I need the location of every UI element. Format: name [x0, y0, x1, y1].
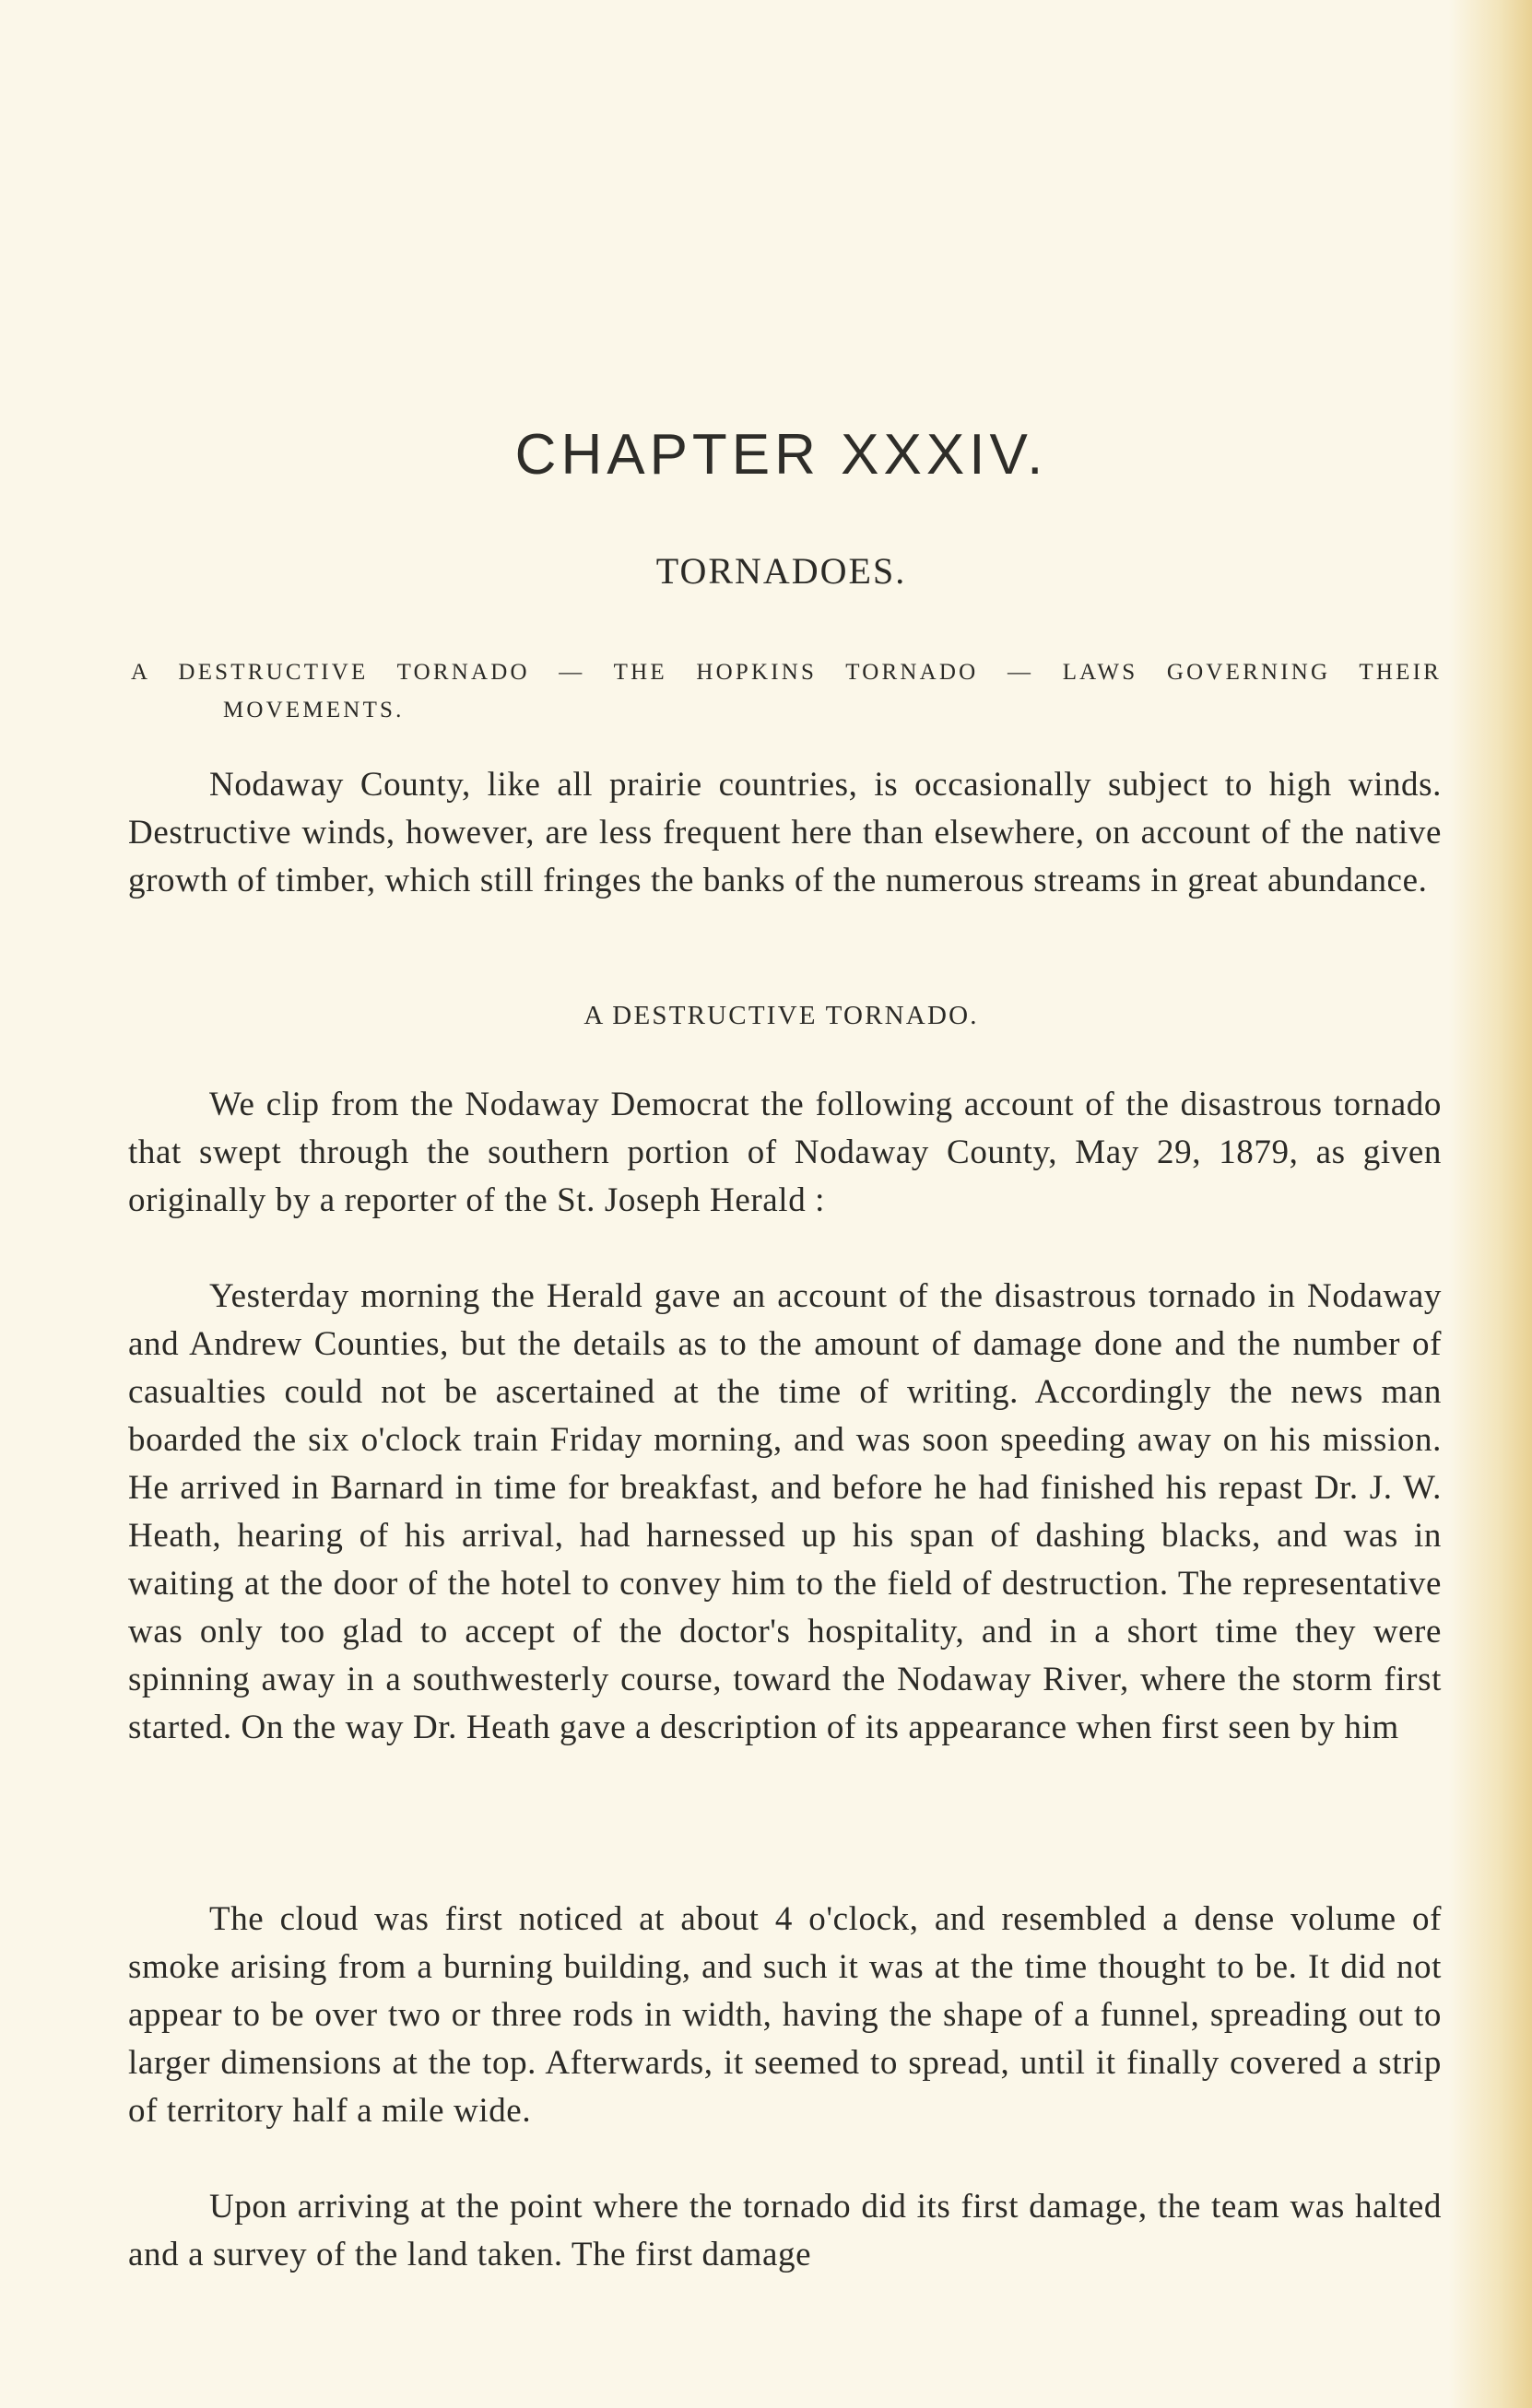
page-edge-shading: [1449, 0, 1532, 2408]
book-page: [120, 0, 1443, 2408]
chapter-title: CHAPTER XXXIV.: [514, 423, 1048, 487]
chapter-subtitle: TORNADOES.: [655, 550, 907, 592]
section-heading: A DESTRUCTIVE TORNADO.: [583, 1001, 979, 1030]
yesterday-paragraph: Yesterday morning the Herald gave an account of the disastrous tornado in Nodaway and Andrew Counties, but the details as to the amount of damage done and the number of casualties could not be ascertained at the time of writing. Accordingly the news man boarded the six o'clock train Friday morning, and was soon speeding away on his mission. He arrived in Barnard in time for breakfast, and before he had finished his repast Dr. J. W. Heath, hearing of his arrival, had harnessed up his span of dashing blacks, and was in waiting at the door of the hotel to convey him to the field of destruction. The representative was only too glad to accept of the doctor's hospitality, and in a short time they were spinning away in a southwesterly course, toward the Nodaway River, where the storm first started. On the way Dr. Heath gave a description of its appearance when first seen by him: [128, 1277, 1442, 1746]
chapter-synopsis: A DESTRUCTIVE TORNADO — THE HOPKINS TORNADO — LAWS GOVERNING THEIR: [131, 660, 1442, 685]
intro-paragraph: Nodaway County, like all prairie countries, is occasionally subject to high winds. Destructive winds, however, are less frequent here than elsewhere, on account of the native growth of timber, which still fringes the banks of the numerous streams in great abundance.: [128, 766, 1442, 899]
chapter-synopsis-continued: MOVEMENTS.: [223, 698, 405, 722]
clip-paragraph: We clip from the Nodaway Democrat the following account of the disastrous tornado that swept through the southern portion of Nodaway County, May 29, 1879, as given originally by a reporter of the St. Joseph Herald :: [128, 1086, 1442, 1219]
cloud-paragraph: The cloud was first noticed at about 4 o'clock, and resembled a dense volume of smoke arising from a burning building, and such it was at the time thought to be. It did not appear to be over two or three rods in width, having the shape of a funnel, spreading out to larger dimensions at the top. Afterwards, it seemed to spread, until it finally covered a strip of territory half a mile wide.: [128, 1900, 1442, 2130]
arriving-paragraph: Upon arriving at the point where the tornado did its first damage, the team was halted and a survey of the land taken. The first damage: [128, 2188, 1442, 2273]
